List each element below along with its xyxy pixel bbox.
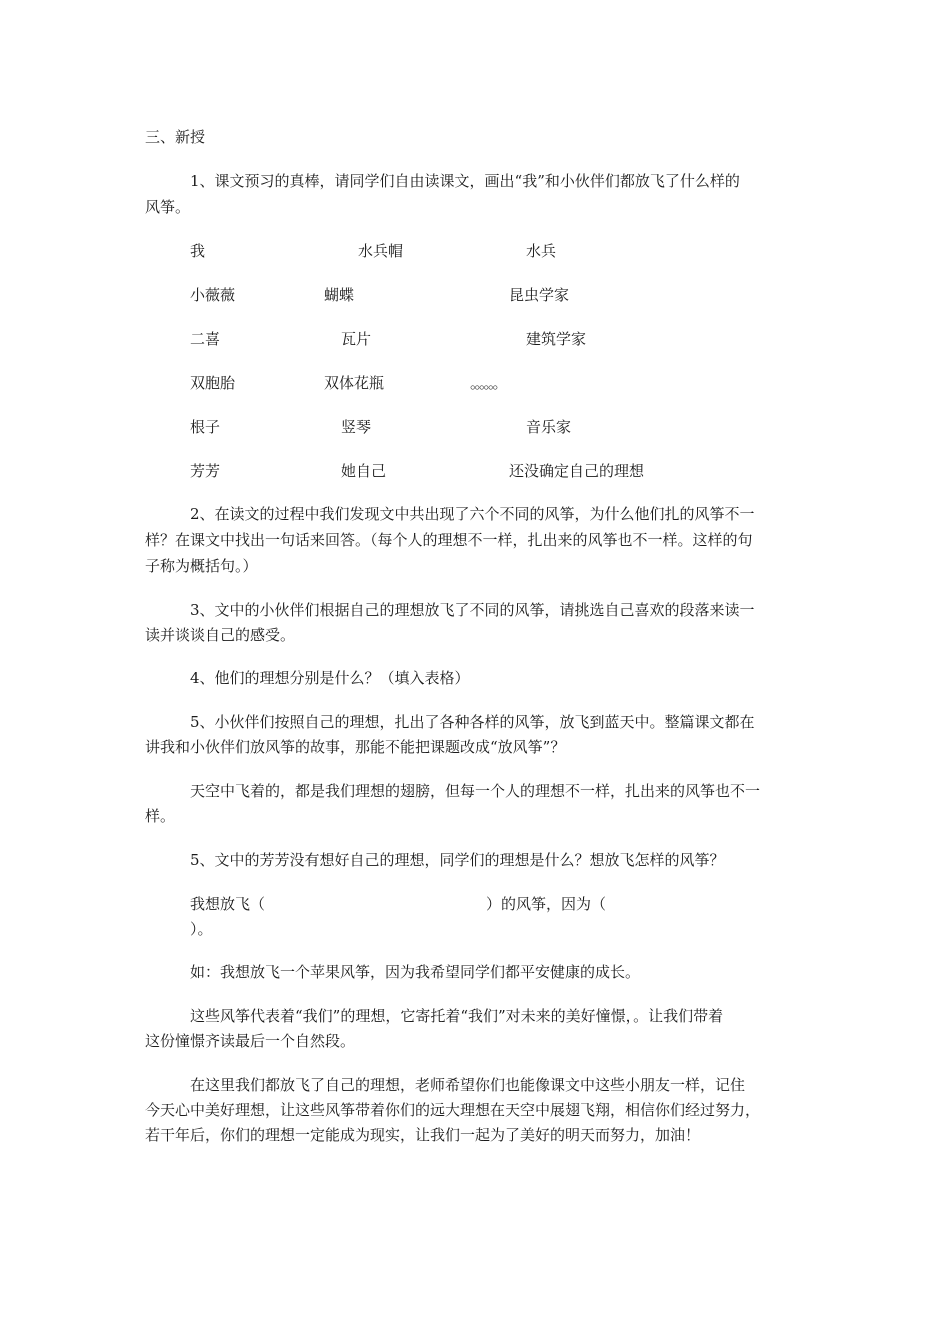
fill-in-blank-line-2: ）。 (190, 920, 213, 938)
paragraph-10-line-2: 这份憧憬齐读最后一个自然段。 (145, 1032, 356, 1050)
paragraph-1-line-2: 风筝。 (145, 198, 191, 216)
table-cell-kite: 蝴蝶 (324, 286, 355, 304)
paragraph-10-line-1: 这些风筝代表着“我们”的理想，它寄托着“我们”对未来的美好憧憬，。让我们带着 (190, 1007, 724, 1025)
paragraph-11-line-1: 在这里我们都放飞了自己的理想，老师希望你们也能像课文中这些小朋友一样，记住 (190, 1076, 746, 1094)
table-cell-dream: 建筑学家 (526, 330, 587, 348)
paragraph-7: 5、文中的芳芳没有想好自己的理想，同学们的理想是什么？想放飞怎样的风筝？ (190, 851, 725, 869)
table-cell-person: 根子 (190, 418, 221, 436)
table-cell-dream: 水兵 (526, 242, 557, 260)
section-heading: 三、新授 (145, 128, 206, 146)
table-cell-person: 小薇薇 (190, 286, 236, 304)
table-cell-kite: 水兵帽 (358, 242, 404, 260)
paragraph-2-line-3: 子称为概括句。） (145, 557, 258, 575)
paragraph-5-line-2: 讲我和小伙伴们放风筝的故事，那能不能把课题改成“放风筝”？ (145, 738, 566, 756)
table-cell-kite: 她自己 (341, 462, 387, 480)
paragraph-3-line-1: 3、文中的小伙伴们根据自己的理想放飞了不同的风筝，请挑选自己喜欢的段落来读一 (190, 601, 755, 619)
paragraph-1-line-1: 1、课文预习的真棒，请同学们自由读课文，画出“我”和小伙伴们都放飞了什么样的 (190, 172, 740, 190)
table-cell-person: 我 (190, 242, 206, 260)
paragraph-example: 如：我想放飞一个苹果风筝，因为我希望同学们都平安健康的成长。 (190, 963, 641, 981)
fill-in-blank-part-2: ）的风筝，因为（ (486, 895, 607, 913)
paragraph-11-line-2: 今天心中美好理想，让这些风筝带着你们的远大理想在天空中展翅飞翔，相信你们经过努力， (145, 1101, 761, 1119)
table-cell-dream: 还没确定自己的理想 (509, 462, 645, 480)
paragraph-2-line-1: 2、在读文的过程中我们发现文中共出现了六个不同的风筝，为什么他们扎的风筝不一 (190, 505, 755, 523)
fill-in-blank-part-1: 我想放飞（ (190, 895, 266, 913)
paragraph-11-line-3: 若干年后，你们的理想一定能成为现实，让我们一起为了美好的明天而努力，加油！ (145, 1126, 701, 1144)
paragraph-4: 4、他们的理想分别是什么？（填入表格） (190, 669, 470, 687)
table-cell-person: 芳芳 (190, 462, 221, 480)
paragraph-6-line-2: 样。 (145, 807, 176, 825)
paragraph-5-line-1: 5、小伙伴们按照自己的理想，扎出了各种各样的风筝，放飞到蓝天中。整篇课文都在 (190, 713, 755, 731)
table-cell-kite: 瓦片 (341, 330, 372, 348)
table-cell-kite: 双体花瓶 (324, 374, 385, 392)
table-cell-dream: 。。。。。。 (470, 374, 505, 392)
table-cell-kite: 竖琴 (341, 418, 372, 436)
table-cell-person: 二喜 (190, 330, 221, 348)
table-cell-dream: 音乐家 (526, 418, 572, 436)
paragraph-6-line-1: 天空中飞着的，都是我们理想的翅膀，但每一个人的理想不一样，扎出来的风筝也不一 (190, 782, 761, 800)
paragraph-3-line-2: 读并谈谈自己的感受。 (145, 626, 296, 644)
table-cell-dream: 昆虫学家 (509, 286, 570, 304)
table-cell-person: 双胞胎 (190, 374, 236, 392)
paragraph-2-line-2: 样？在课文中找出一句话来回答。（每个人的理想不一样，扎出来的风筝也不一样。这样的句 (145, 531, 753, 549)
